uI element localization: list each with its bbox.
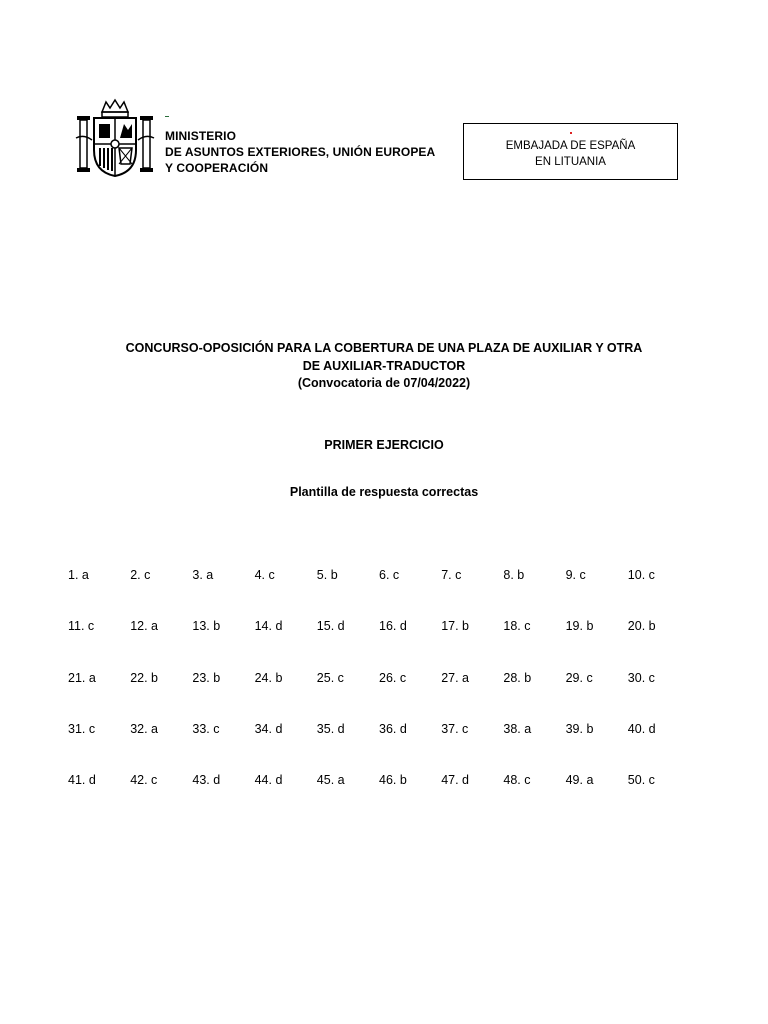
section-subtitle: Plantilla de respuesta correctas: [289, 485, 479, 499]
ministry-accent-mark: [165, 116, 169, 117]
answer-item: 50. c: [627, 773, 655, 788]
answer-item: 48. c: [503, 773, 531, 788]
answer-item: 45. a: [316, 773, 345, 788]
answer-item: 6. c: [379, 568, 400, 582]
embassy-box: [463, 123, 678, 180]
answer-item: 19. b: [565, 619, 594, 634]
answer-item: 39. b: [565, 721, 594, 736]
answer-item: 24. b: [254, 670, 283, 685]
answer-item: 18. c: [503, 619, 531, 634]
answer-item: 5. b: [316, 568, 338, 582]
ministry-name: [165, 128, 435, 176]
ministry-line: MINISTERIO: [165, 129, 237, 143]
title-line: CONCURSO-OPOSICIÓN PARA LA COBERTURA DE UNA PLAZA DE AUXILIAR Y OTRA: [125, 341, 643, 355]
answer-item: 40. d: [627, 721, 656, 736]
answer-item: 9. c: [565, 568, 586, 582]
coat-of-arms-emblem: [72, 98, 158, 180]
answer-item: 11. c: [68, 619, 95, 634]
answer-item: 38. a: [503, 721, 532, 736]
title-line: DE AUXILIAR-TRADUCTOR: [302, 358, 466, 373]
answer-item: 13. b: [192, 619, 221, 634]
answer-item: 29. c: [565, 670, 593, 685]
answer-item: 49. a: [565, 773, 594, 788]
answer-item: 46. b: [379, 773, 407, 788]
section-title: PRIMER EJERCICIO: [324, 438, 444, 452]
title-line: (Convocatoria de 07/04/2022): [297, 376, 471, 390]
ministry-line: DE ASUNTOS EXTERIORES, UNIÓN EUROPEA: [165, 145, 436, 159]
answer-item: 8. b: [503, 568, 525, 582]
answer-item: 22. b: [130, 670, 158, 685]
answer-item: 14. d: [254, 619, 283, 634]
answer-item: 33. c: [192, 721, 220, 736]
answer-item: 7. c: [441, 568, 462, 582]
answer-item: 4. c: [254, 568, 275, 582]
answer-item: 3. a: [192, 568, 214, 582]
embassy-line: EMBAJADA DE ESPAÑA: [505, 140, 636, 152]
document-title: [0, 340, 768, 393]
answer-item: 32. a: [130, 721, 158, 736]
answer-item: 27. a: [441, 670, 469, 685]
answer-item: 20. b: [627, 619, 656, 634]
answer-item: 31. c: [68, 721, 96, 736]
answer-item: 25. c: [316, 670, 344, 685]
answer-item: 47. d: [441, 773, 469, 788]
embassy-line: EN LITUANIA: [535, 156, 606, 168]
answer-item: 43. d: [192, 773, 221, 788]
answer-item: 16. d: [379, 619, 407, 634]
answer-item: 2. c: [130, 568, 151, 582]
answer-item: 17. b: [441, 619, 469, 634]
answer-item: 15. d: [316, 619, 345, 634]
answer-item: 10. c: [627, 568, 655, 582]
answer-item: 21. a: [68, 670, 96, 685]
answer-item: 42. c: [130, 773, 158, 788]
embassy-accent-mark: [570, 132, 572, 134]
answer-item: 35. d: [316, 721, 345, 736]
answer-item: 23. b: [192, 670, 221, 685]
answer-item: 26. c: [379, 670, 407, 685]
answer-item: 30. c: [627, 670, 655, 685]
answer-item: 36. d: [379, 721, 407, 736]
answer-item: 34. d: [254, 721, 283, 736]
answer-item: 44. d: [254, 773, 283, 788]
answer-item: 28. b: [503, 670, 532, 685]
answer-item: 41. d: [68, 773, 96, 788]
answer-item: 37. c: [441, 721, 469, 736]
answer-item: 1. a: [68, 568, 89, 582]
ministry-line: Y COOPERACIÓN: [165, 161, 269, 175]
answer-item: 12. a: [130, 619, 158, 634]
